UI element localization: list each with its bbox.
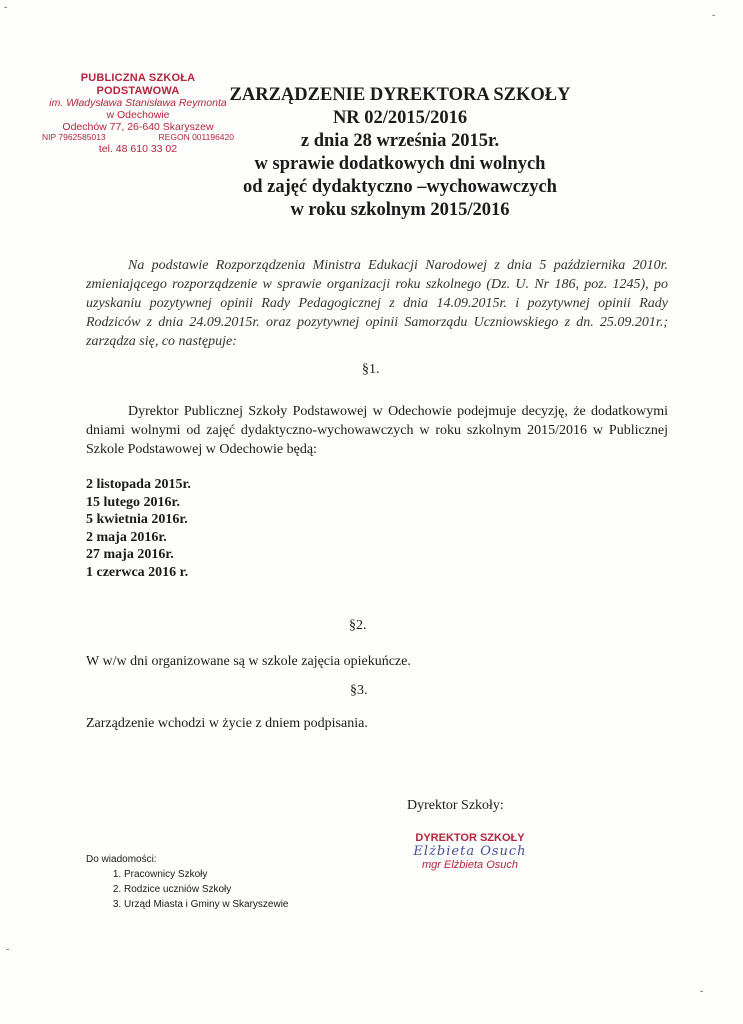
stamp-location: w Odechowie [106,109,170,122]
handwritten-signature: Elżbieta Osuch [413,844,527,859]
distribution-item: 2. Rodzice uczniów Szkoły [124,882,288,897]
director-stamp-name: mgr Elżbieta Osuch [422,859,518,871]
free-day-item: 1 czerwca 2016 r. [86,564,189,580]
document-subject-line: w roku szkolnym 2015/2016 [290,200,510,220]
director-stamp [400,832,540,871]
distribution-item: 1. Pracownicy Szkoły [124,867,288,882]
stamp-patron: im. Władysława Stanisława Reymonta [49,97,227,110]
distribution-label: Do wiadomości: [86,854,157,865]
scan-mark: ˇ [6,948,10,959]
signature-label: Dyrektor Szkoły: [407,798,504,813]
document-title: ZARZĄDZENIE DYREKTORA SZKOŁY [229,85,571,105]
distribution-item: 3. Urząd Miasta i Gminy w Skaryszewie [124,897,288,912]
director-stamp-title: DYREKTOR SZKOŁY [415,832,525,844]
scan-mark: ˘ [712,14,716,25]
preamble-paragraph: Na podstawie Rozporządzenia Ministra Edukacji Narodowej z dnia 5 października 2010r. zmieniającego rozporządzenie w sprawie organizacji roku szkolnego (Dz. U. Nr 186, poz. 1245), po uzyskaniu pozytywnej opinii Rady Pedagogicznej z dnia 14.09.2015r. i pozytywnej opinii Rady Rodziców z dnia 24.09.2015r. oraz pozytywnej opinii Samorządu Uczniowskiego z dn. 25.09.201r.; zarządza się, co następuje: [86,258,668,349]
document-number: NR 02/2015/2016 [332,108,468,128]
section-2-text: W w/w dni organizowane są w szkole zajęcia opiekuńcze. [86,654,411,669]
distribution-list [86,852,288,912]
stamp-school-name: PUBLICZNA SZKOŁA PODSTAWOWA [80,72,196,97]
document-subject-line: od zajęć dydaktyczno –wychowawczych [243,177,557,197]
free-day-item: 15 lutego 2016r. [86,494,180,510]
section-mark-3: §3. [350,683,368,698]
stamp-phone: tel. 48 610 33 02 [98,143,178,156]
section-1-text: Dyrektor Publicznej Szkoły Podstawowej w Odechowie podejmuje decyzję, że dodatkowymi dniami wolnymi od zajęć dydaktyczno-wychowawczych w roku szkolnym 2015/2016 w Publicznej Szkole Podstawowej w Odechowie będą: [86,404,668,457]
free-day-item: 2 maja 2016r. [86,529,167,545]
document-subject-line: w sprawie dodatkowych dni wolnych [254,154,546,174]
scan-mark: ˇ [700,990,704,1001]
scan-mark: ˘ [4,6,8,17]
section-3-text: Zarządzenie wchodzi w życie z dniem podpisania. [86,716,368,731]
stamp-regon: REGON 001196420 [158,132,234,143]
free-day-item: 27 maja 2016r. [86,547,174,563]
section-mark-1: §1. [362,362,380,377]
free-day-item: 2 listopada 2015r. [86,477,191,492]
stamp-nip: NIP 7962585013 [42,132,106,143]
free-days-list [86,476,191,582]
document-heading [140,84,660,222]
document-date: z dnia 28 września 2015r. [300,131,500,151]
free-day-item: 5 kwietnia 2016r. [86,512,188,528]
section-mark-2: §2. [349,618,367,633]
stamp-address: Odechów 77, 26-640 Skaryszew [62,121,214,134]
